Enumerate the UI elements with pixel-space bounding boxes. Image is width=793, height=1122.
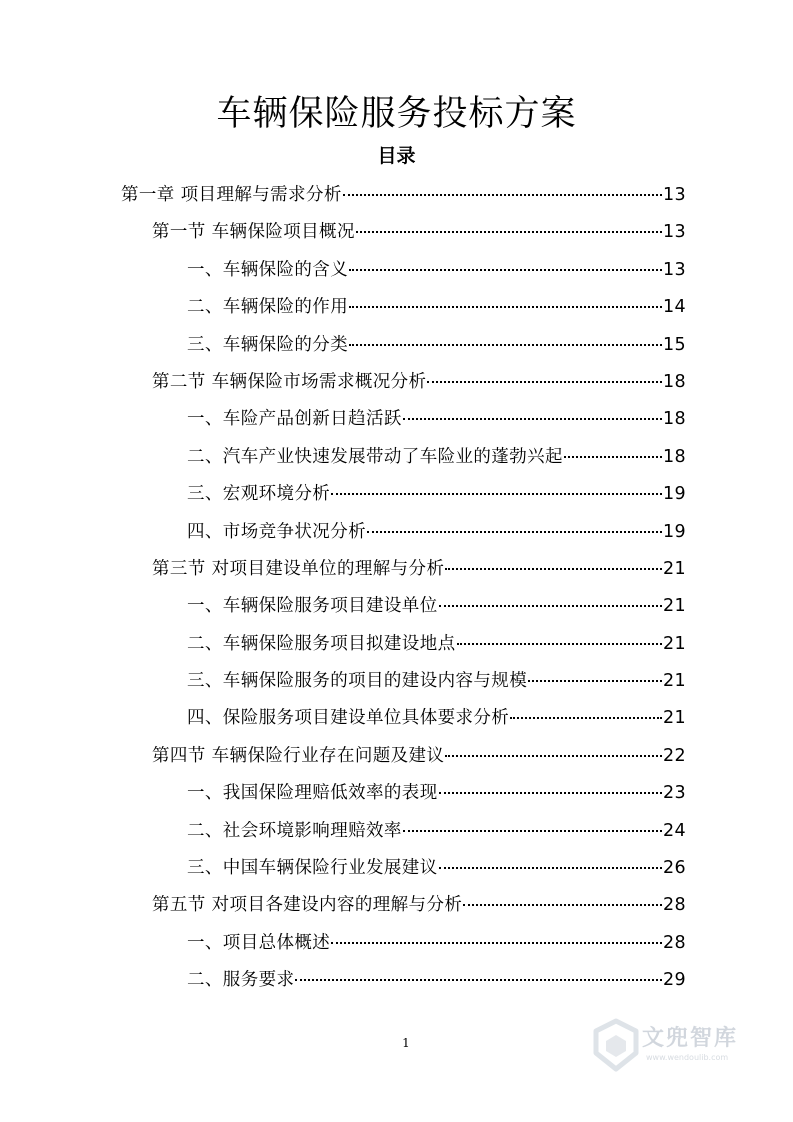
toc-entry[interactable] — [0, 364, 793, 401]
toc-entry-page — [663, 407, 793, 431]
toc-entry[interactable] — [0, 626, 793, 663]
toc-page-number: 24 — [663, 820, 687, 841]
toc-dot-leader — [367, 531, 662, 533]
toc-dot-leader — [295, 979, 662, 981]
toc-entry[interactable] — [0, 439, 793, 476]
toc-entry-label: 第四节 车辆保险行业存在问题及建议 — [152, 745, 445, 766]
toc-dot-leader — [403, 418, 662, 420]
toc-entry[interactable] — [0, 327, 793, 364]
toc-entry-page — [663, 594, 793, 618]
toc-dot-leader — [343, 194, 662, 196]
toc-entry-page — [663, 706, 793, 730]
toc-page-number: 22 — [663, 745, 687, 766]
toc-entry-label: 二、社会环境影响理赔效率 — [187, 820, 402, 841]
toc-entry-page — [663, 482, 793, 506]
toc-page-number: 21 — [663, 633, 687, 654]
toc-entry-label: 四、保险服务项目建设单位具体要求分析 — [187, 708, 510, 729]
toc-page-number: 13 — [663, 222, 687, 243]
toc-entry-label: 二、车辆保险服务项目拟建设地点 — [187, 633, 456, 654]
toc-page-number: 28 — [663, 895, 687, 916]
toc-page-number: 18 — [663, 371, 687, 392]
toc-page-number: 21 — [663, 671, 687, 692]
toc-dot-leader — [439, 792, 662, 794]
toc-entry-page — [663, 333, 793, 357]
toc-entry-label: 三、中国车辆保险行业发展建议 — [187, 858, 438, 879]
toc-entry[interactable] — [0, 289, 793, 326]
toc-entry[interactable] — [0, 401, 793, 438]
toc-entry[interactable] — [0, 551, 793, 588]
toc-entry-label: 第一章 项目理解与需求分析 — [121, 185, 342, 205]
toc-page-number: 19 — [663, 521, 687, 542]
toc-dot-leader — [528, 680, 662, 682]
table-of-contents — [0, 177, 793, 1000]
toc-dot-leader — [356, 231, 662, 233]
toc-page-number: 19 — [663, 484, 687, 505]
toc-entry-page — [663, 445, 793, 469]
toc-entry-label: 第五节 对项目各建设内容的理解与分析 — [152, 895, 463, 916]
toc-page-number: 26 — [663, 858, 687, 879]
toc-entry-label: 三、车辆保险的分类 — [187, 334, 349, 355]
toc-dot-leader — [403, 830, 662, 832]
toc-entry[interactable] — [0, 588, 793, 625]
page-number: 1 — [402, 1036, 410, 1050]
toc-dot-leader — [439, 867, 662, 869]
toc-page-number: 21 — [663, 708, 687, 729]
toc-entry-page — [663, 258, 793, 282]
toc-entry-page — [663, 669, 793, 693]
toc-entry[interactable] — [0, 962, 793, 999]
toc-page-number: 29 — [663, 970, 687, 991]
toc-dot-leader — [510, 717, 662, 719]
toc-entry-label: 第二节 车辆保险市场需求概况分析 — [152, 371, 427, 392]
toc-entry[interactable] — [0, 514, 793, 551]
toc-entry-label: 三、车辆保险服务的项目的建设内容与规模 — [187, 671, 528, 692]
toc-entry-page — [663, 893, 793, 917]
toc-entry-page — [663, 744, 793, 768]
toc-dot-leader — [349, 269, 662, 271]
toc-entry[interactable] — [0, 476, 793, 513]
document-title: 车辆保险服务投标方案 — [216, 94, 577, 134]
toc-entry[interactable] — [0, 663, 793, 700]
toc-entry[interactable] — [0, 925, 793, 962]
toc-entry-label: 一、车险产品创新日趋活跃 — [187, 409, 402, 430]
toc-page-number: 21 — [663, 596, 687, 617]
toc-page-number: 28 — [663, 932, 687, 953]
toc-entry-page — [663, 968, 793, 992]
toc-page-number: 23 — [663, 783, 687, 804]
toc-heading: 目录 — [377, 145, 416, 167]
toc-entry-page — [663, 370, 793, 394]
watermark-url: www.wendoulib.com — [646, 1053, 729, 1062]
toc-entry-label: 一、我国保险理赔低效率的表现 — [187, 783, 438, 804]
toc-dot-leader — [439, 605, 662, 607]
toc-dot-leader — [564, 456, 662, 458]
toc-dot-leader — [427, 381, 662, 383]
watermark-logo-icon — [588, 1017, 644, 1073]
toc-dot-leader — [457, 643, 663, 645]
toc-dot-leader — [331, 493, 662, 495]
toc-entry-label: 一、车辆保险服务项目建设单位 — [187, 596, 438, 617]
toc-entry-page — [663, 856, 793, 880]
toc-entry[interactable] — [0, 177, 793, 214]
toc-dot-leader — [463, 904, 662, 906]
toc-page-number: 18 — [663, 409, 687, 430]
toc-entry[interactable] — [0, 887, 793, 924]
toc-page-number: 13 — [663, 185, 687, 205]
toc-dot-leader — [349, 306, 662, 308]
toc-entry-label: 四、市场竞争状况分析 — [187, 521, 366, 542]
toc-entry[interactable] — [0, 738, 793, 775]
toc-page-number: 18 — [663, 446, 687, 467]
toc-entry[interactable] — [0, 775, 793, 812]
toc-entry[interactable] — [0, 252, 793, 289]
toc-entry-label: 二、汽车产业快速发展带动了车险业的蓬勃兴起 — [187, 446, 563, 467]
toc-entry-page — [663, 632, 793, 656]
toc-entry-label: 第一节 车辆保险项目概况 — [152, 222, 355, 243]
toc-entry[interactable] — [0, 813, 793, 850]
toc-dot-leader — [445, 568, 662, 570]
toc-entry-page — [663, 520, 793, 544]
watermark — [588, 1015, 778, 1075]
toc-dot-leader — [349, 344, 662, 346]
toc-entry-page — [663, 557, 793, 581]
toc-entry[interactable] — [0, 700, 793, 737]
toc-entry-label: 三、宏观环境分析 — [187, 484, 331, 505]
toc-page-number: 14 — [663, 297, 687, 318]
toc-dot-leader — [331, 942, 662, 944]
watermark-brand: 文兜智库 — [642, 1026, 739, 1051]
toc-entry-label: 二、服务要求 — [187, 970, 295, 991]
toc-entry-label: 一、项目总体概述 — [187, 932, 331, 953]
toc-entry-page — [663, 931, 793, 955]
toc-entry-label: 二、车辆保险的作用 — [187, 297, 349, 318]
toc-entry-label: 一、车辆保险的含义 — [187, 259, 349, 280]
toc-entry-page — [663, 781, 793, 805]
toc-page-number: 15 — [663, 334, 687, 355]
toc-entry[interactable] — [0, 214, 793, 251]
toc-entry-page — [663, 183, 793, 207]
toc-page-number: 13 — [663, 259, 687, 280]
toc-entry-label: 第三节 对项目建设单位的理解与分析 — [152, 558, 445, 579]
toc-page-number: 21 — [663, 558, 687, 579]
toc-entry-page — [663, 220, 793, 244]
toc-entry-page — [663, 819, 793, 843]
toc-entry[interactable] — [0, 850, 793, 887]
toc-entry-page — [663, 295, 793, 319]
toc-dot-leader — [445, 755, 662, 757]
